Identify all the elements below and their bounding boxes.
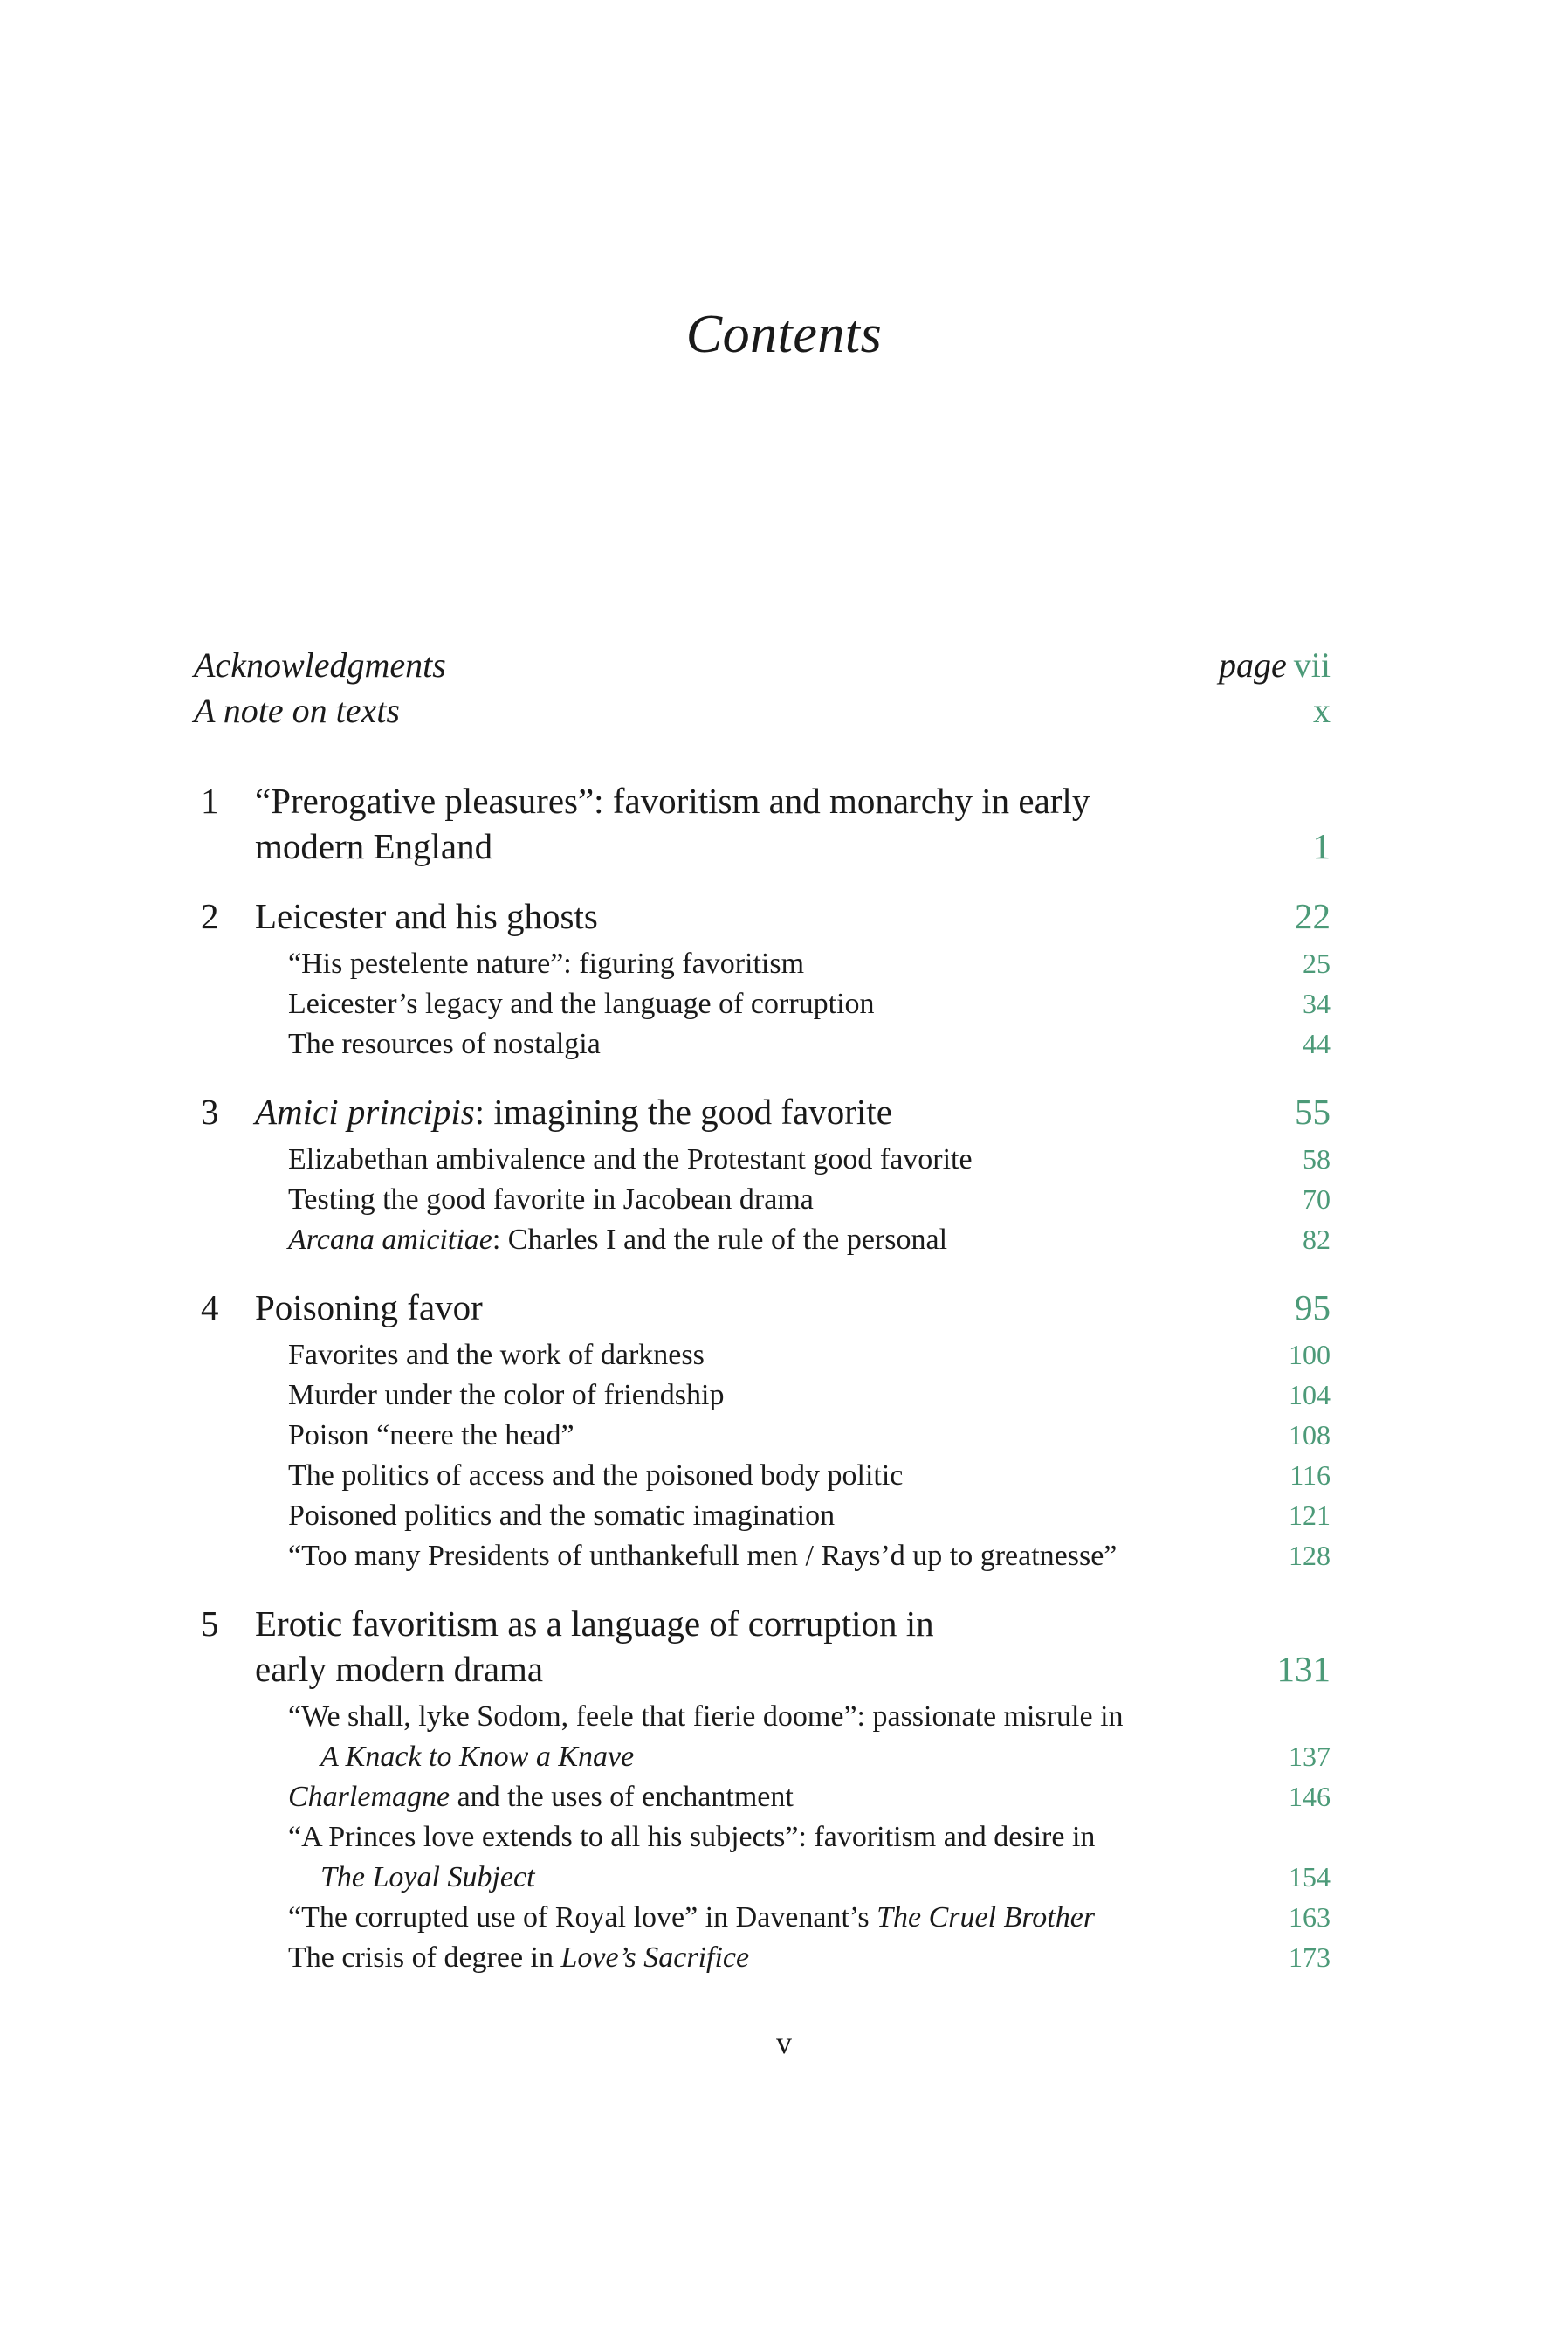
toc-entry-label: A note on texts	[194, 691, 400, 730]
chapter-page: 55	[1295, 1092, 1331, 1132]
chapter-title: “Prerogative pleasures”: favoritism and monarchy in early	[255, 781, 1090, 821]
section-title: Leicester’s legacy and the language of corruption	[288, 988, 875, 1020]
section-title: Favorites and the work of darkness	[288, 1339, 705, 1371]
section-title: Poison “neere the head”	[288, 1419, 574, 1451]
section-page: 44	[1303, 1028, 1331, 1059]
chapter-title: Poisoning favor	[255, 1287, 483, 1327]
section-title: Charlemagne and the uses of enchantment	[288, 1781, 794, 1813]
chapter-number: 3	[201, 1092, 219, 1132]
section-page: 100	[1289, 1339, 1331, 1370]
page-prefix: page	[1219, 645, 1287, 685]
section-title: Murder under the color of friendship	[288, 1379, 725, 1411]
page-title: Contents	[685, 305, 883, 364]
chapter-title: Leicester and his ghosts	[255, 896, 598, 936]
toc-entry-page: x	[1313, 691, 1331, 730]
section-page: 116	[1289, 1459, 1331, 1491]
toc-entry-label: Acknowledgments	[194, 645, 446, 685]
section-page: 82	[1303, 1224, 1331, 1255]
section-page: 121	[1289, 1500, 1331, 1531]
section-title: The politics of access and the poisoned body politic	[288, 1459, 904, 1492]
section-page: 25	[1303, 948, 1331, 979]
page-folio: v	[776, 2025, 792, 2060]
section-title-continuation: The Loyal Subject	[320, 1861, 535, 1893]
chapter-title: Erotic favoritism as a language of corruption in	[255, 1603, 934, 1644]
toc-entry-page: page vii	[1219, 645, 1331, 685]
section-title: Elizabethan ambivalence and the Protestant good favorite	[288, 1143, 973, 1176]
section-page: 104	[1289, 1379, 1331, 1410]
section-page: 108	[1289, 1419, 1331, 1451]
chapter-title: Amici principis: imagining the good favorite	[255, 1092, 892, 1132]
section-page: 154	[1289, 1861, 1331, 1893]
section-page: 70	[1303, 1183, 1331, 1215]
section-title: The resources of nostalgia	[288, 1028, 601, 1060]
section-title: Arcana amicitiae: Charles I and the rule of the personal	[288, 1224, 948, 1256]
chapter-title-continuation: early modern drama	[255, 1649, 544, 1689]
section-page: 146	[1289, 1781, 1331, 1812]
section-page: 34	[1303, 988, 1331, 1019]
section-page: 163	[1289, 1901, 1331, 1933]
section-title: “A Princes love extends to all his subjects”: favoritism and desire in	[288, 1821, 1096, 1853]
section-title: “Too many Presidents of unthankefull men / Rays’d up to greatnesse”	[288, 1540, 1118, 1572]
chapter-page: 131	[1276, 1649, 1331, 1689]
chapter-number: 1	[201, 781, 219, 821]
section-title-continuation: A Knack to Know a Knave	[320, 1741, 635, 1773]
section-page: 128	[1289, 1540, 1331, 1571]
section-page: 137	[1289, 1741, 1331, 1772]
section-title: “His pestelente nature”: figuring favoritism	[288, 948, 805, 980]
chapter-page: 22	[1295, 896, 1331, 936]
section-title: Testing the good favorite in Jacobean drama	[288, 1183, 814, 1216]
chapter-number: 5	[201, 1603, 219, 1644]
section-page: 58	[1303, 1143, 1331, 1175]
chapter-number: 2	[201, 896, 219, 936]
section-title: Poisoned politics and the somatic imagination	[288, 1500, 836, 1532]
section-title: The crisis of degree in Love’s Sacrifice	[288, 1941, 750, 1974]
chapter-title-italic: Amici principis	[255, 1092, 475, 1132]
section-page: 173	[1289, 1941, 1331, 1973]
chapter-page: 1	[1312, 826, 1331, 866]
section-title: “We shall, lyke Sodom, feele that fierie doome”: passionate misrule in	[288, 1700, 1124, 1733]
section-title: “The corrupted use of Royal love” in Davenant’s The Cruel Brother	[288, 1901, 1096, 1934]
chapter-page: 95	[1295, 1287, 1331, 1327]
chapter-number: 4	[201, 1287, 219, 1327]
chapter-title-continuation: modern England	[255, 826, 493, 866]
